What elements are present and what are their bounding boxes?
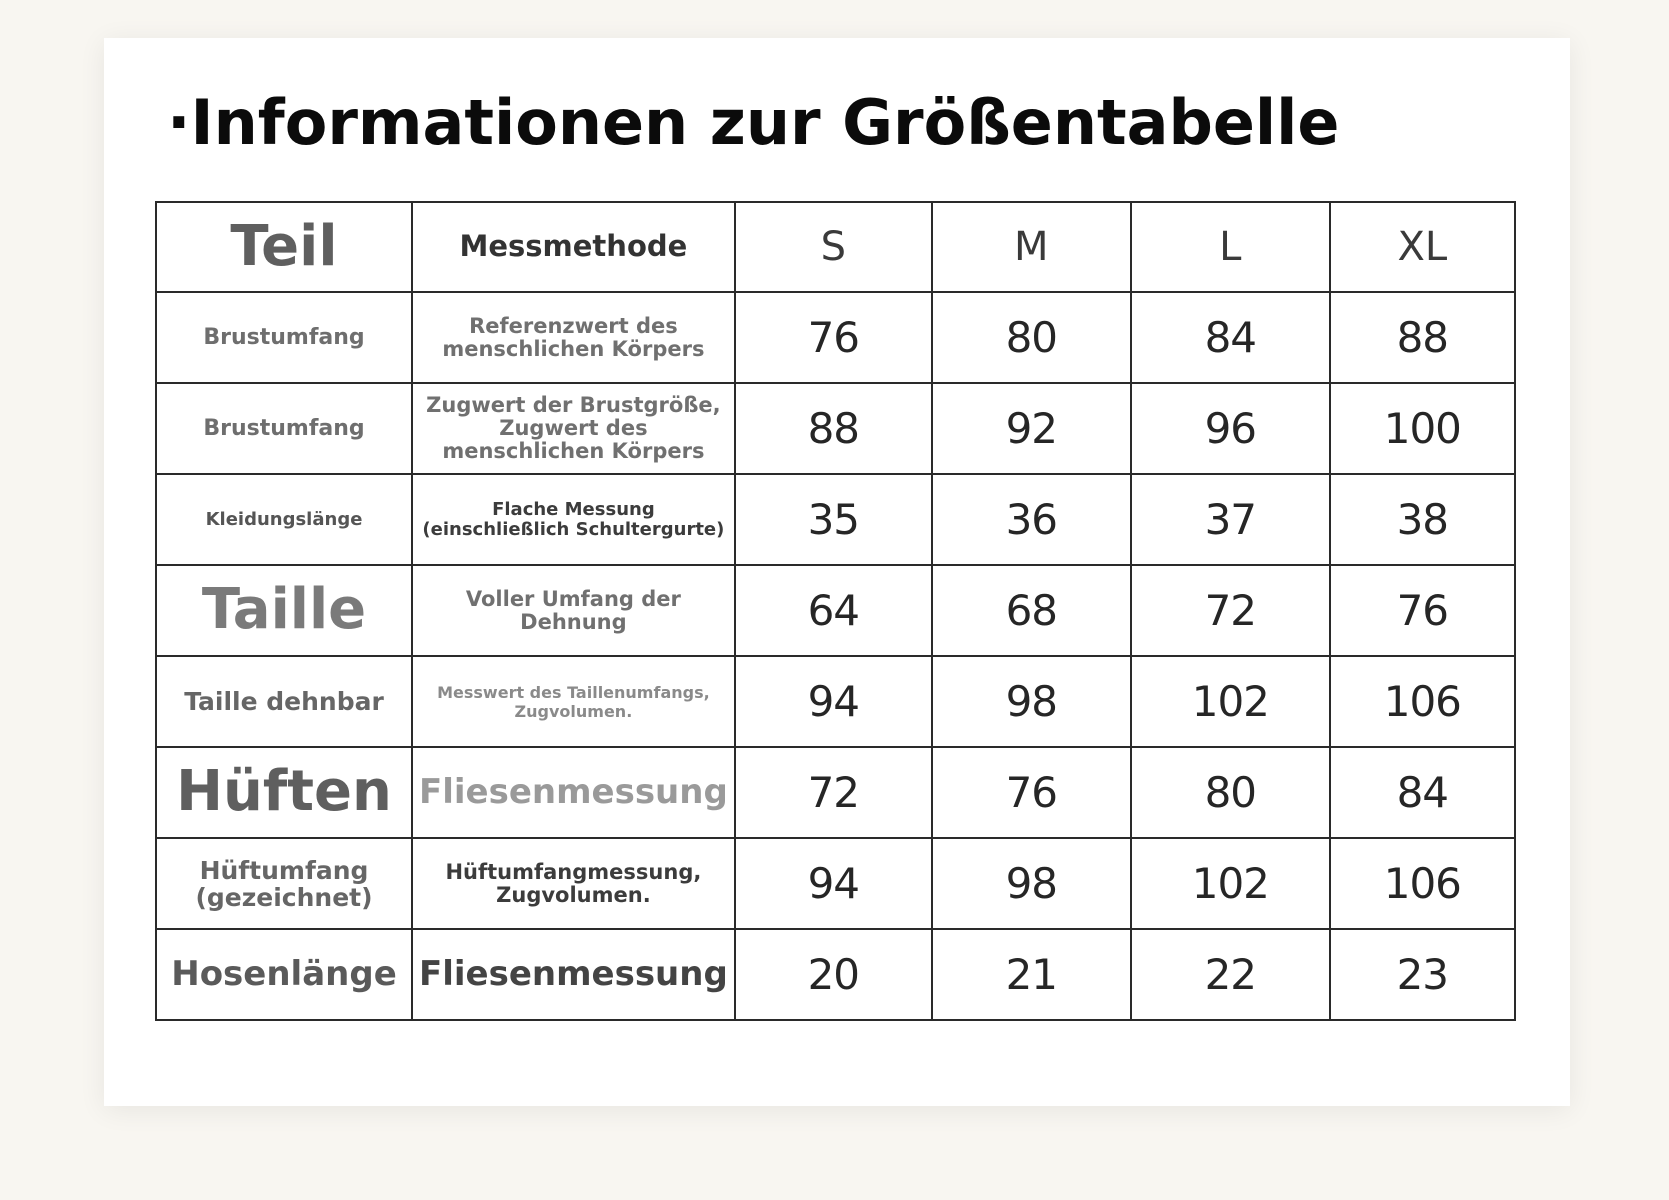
value: 36 [1005,495,1058,544]
part-cell [156,747,412,838]
method-cell [412,292,735,383]
size-label: M [1014,224,1049,270]
header-cell-part [156,202,412,292]
value: 72 [807,768,860,817]
value-cell [932,474,1131,565]
value: 88 [807,404,860,453]
value: 102 [1191,859,1269,908]
part-label: Hosenlänge [171,954,397,995]
value: 94 [807,859,860,908]
value-cell [1330,838,1515,929]
value: 76 [807,313,860,362]
value: 100 [1383,404,1461,453]
header-cell-size [1131,202,1330,292]
table-row [156,474,1515,565]
page-title: ·Informationen zur Größentabelle [167,86,1340,159]
value: 76 [1005,768,1058,817]
value-cell [1131,747,1330,838]
value-cell [932,292,1131,383]
method-cell [412,474,735,565]
value-cell [932,838,1131,929]
value-cell [1330,565,1515,656]
value-cell [932,383,1131,474]
part-label: Taille [201,577,367,643]
value: 21 [1005,950,1058,999]
part-label: Hüftumfang (gezeichnet) [195,855,373,912]
header-cell-size [735,202,932,292]
table-row [156,929,1515,1020]
value-cell [1131,565,1330,656]
table-row [156,383,1515,474]
table-row [156,565,1515,656]
value: 84 [1204,313,1257,362]
header-cell-method [412,202,735,292]
value-cell [1131,383,1330,474]
size-chart-card [104,38,1570,1106]
part-cell [156,474,412,565]
method-label: Flache Messung (einschließlich Schultergurte) [422,499,725,540]
value-cell [735,838,932,929]
value: 68 [1005,586,1058,635]
value-cell [1131,292,1330,383]
header-method-label: Messmethode [459,229,688,264]
value: 102 [1191,677,1269,726]
value: 72 [1204,586,1257,635]
part-cell [156,656,412,747]
value-cell [1131,929,1330,1020]
value: 38 [1396,495,1449,544]
value-cell [1131,474,1330,565]
value: 84 [1396,768,1449,817]
value: 98 [1005,859,1058,908]
value-cell [932,747,1131,838]
method-cell [412,929,735,1020]
value-cell [1131,656,1330,747]
value: 76 [1396,586,1449,635]
part-cell [156,838,412,929]
value-cell [735,747,932,838]
method-label: Hüftumfangmessung, Zugvolumen. [445,859,702,907]
value-cell [932,929,1131,1020]
value-cell [735,929,932,1020]
table-row [156,747,1515,838]
method-label: Fliesenmessung [419,772,728,813]
method-label: Referenzwert des menschlichen Körpers [442,313,705,361]
value-cell [735,565,932,656]
value: 35 [807,495,860,544]
size-table [155,201,1516,1021]
value: 106 [1383,677,1461,726]
value-cell [1131,838,1330,929]
part-label: Brustumfang [203,324,365,350]
value-cell [735,292,932,383]
value-cell [1330,474,1515,565]
header-cell-size [932,202,1131,292]
value: 22 [1204,950,1257,999]
value-cell [735,656,932,747]
table-row [156,292,1515,383]
value: 88 [1396,313,1449,362]
value: 37 [1204,495,1257,544]
value: 94 [807,677,860,726]
value-cell [1330,929,1515,1020]
part-cell [156,929,412,1020]
value: 64 [807,586,860,635]
method-cell [412,838,735,929]
part-label: Kleidungslänge [205,508,363,530]
method-label: Voller Umfang der Dehnung [465,586,681,634]
value-cell [1330,656,1515,747]
value-cell [1330,383,1515,474]
value-cell [932,656,1131,747]
value: 98 [1005,677,1058,726]
method-label: Messwert des Taillenumfangs, Zugvolumen. [437,682,710,721]
part-label: Hüften [176,759,392,825]
value: 96 [1204,404,1257,453]
method-cell [412,656,735,747]
value-cell [932,565,1131,656]
header-cell-size [1330,202,1515,292]
value: 20 [807,950,860,999]
value-cell [1330,747,1515,838]
part-cell [156,292,412,383]
method-cell [412,565,735,656]
header-part-label: Teil [230,213,338,279]
method-label: Fliesenmessung [419,954,728,995]
size-label: S [820,224,846,270]
value-cell [1330,292,1515,383]
method-label: Zugwert der Brustgröße, Zugwert des menschlichen Körpers [426,393,721,463]
size-label: L [1219,224,1242,270]
value: 80 [1005,313,1058,362]
part-cell [156,383,412,474]
method-cell [412,747,735,838]
method-cell [412,383,735,474]
value-cell [735,474,932,565]
part-label: Taille dehnbar [184,687,384,716]
value: 92 [1005,404,1058,453]
size-label: XL [1397,224,1448,270]
table-header-row [156,202,1515,292]
value: 106 [1383,859,1461,908]
part-cell [156,565,412,656]
table-row [156,838,1515,929]
value: 23 [1396,950,1449,999]
value: 80 [1204,768,1257,817]
part-label: Brustumfang [203,415,365,441]
table-row [156,656,1515,747]
value-cell [735,383,932,474]
